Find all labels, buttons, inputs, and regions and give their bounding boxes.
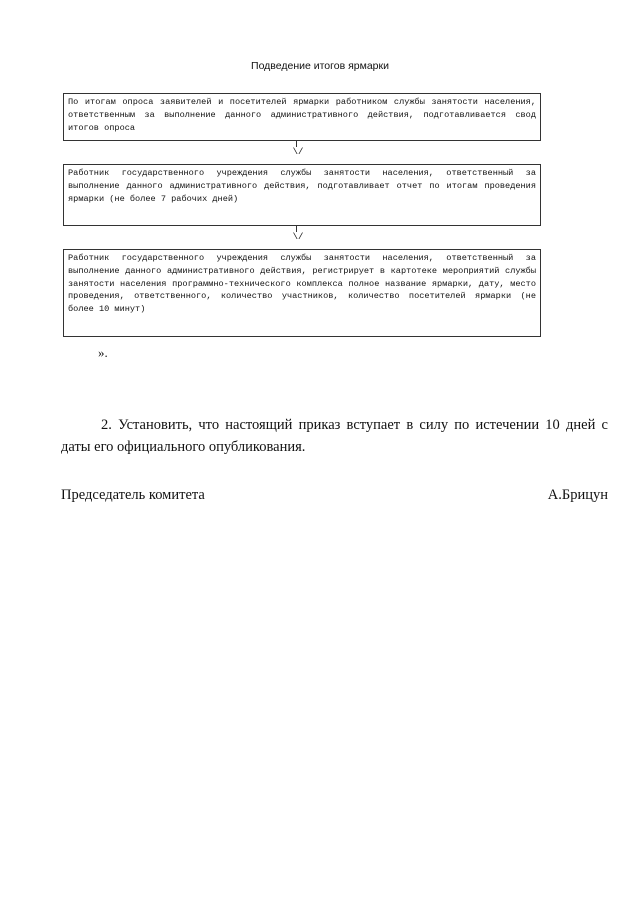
flowchart-step-3: Работник государственного учреждения службы занятости населения, ответственный за выполнение данного административного действия, регистрирует в картотеке мероприятий службы занятости населения программно-технического комплекса полное название ярмарки, дату, место проведения, ответственного, количество участников, количество посетителей ярмарки (не более 10 минут): [63, 249, 541, 337]
arrow-down-icon: \/: [292, 232, 304, 242]
flowchart-step-2: Работник государственного учреждения службы занятости населения, ответственный за выполнение данного административного действия, подготавливает отчет по итогам проведения ярмарки (не более 7 рабочих дней): [63, 164, 541, 226]
signature-name: А.Брицун: [547, 487, 608, 503]
paragraph-2: 2. Установить, что настоящий приказ вступает в силу по истечении 10 дней с даты его официального опубликования.: [61, 417, 608, 455]
flowchart-step-1: По итогам опроса заявителей и посетителей ярмарки работником службы занятости населения, ответственным за выполнение данного административного действия, подготавливается свод итогов опроса: [63, 93, 541, 141]
flowchart-title: Подведение итогов ярмарки: [251, 60, 389, 72]
signature-role: Председатель комитета: [61, 487, 205, 503]
arrow-down-icon: \/: [292, 147, 304, 157]
quote-end-mark: ».: [98, 345, 108, 360]
